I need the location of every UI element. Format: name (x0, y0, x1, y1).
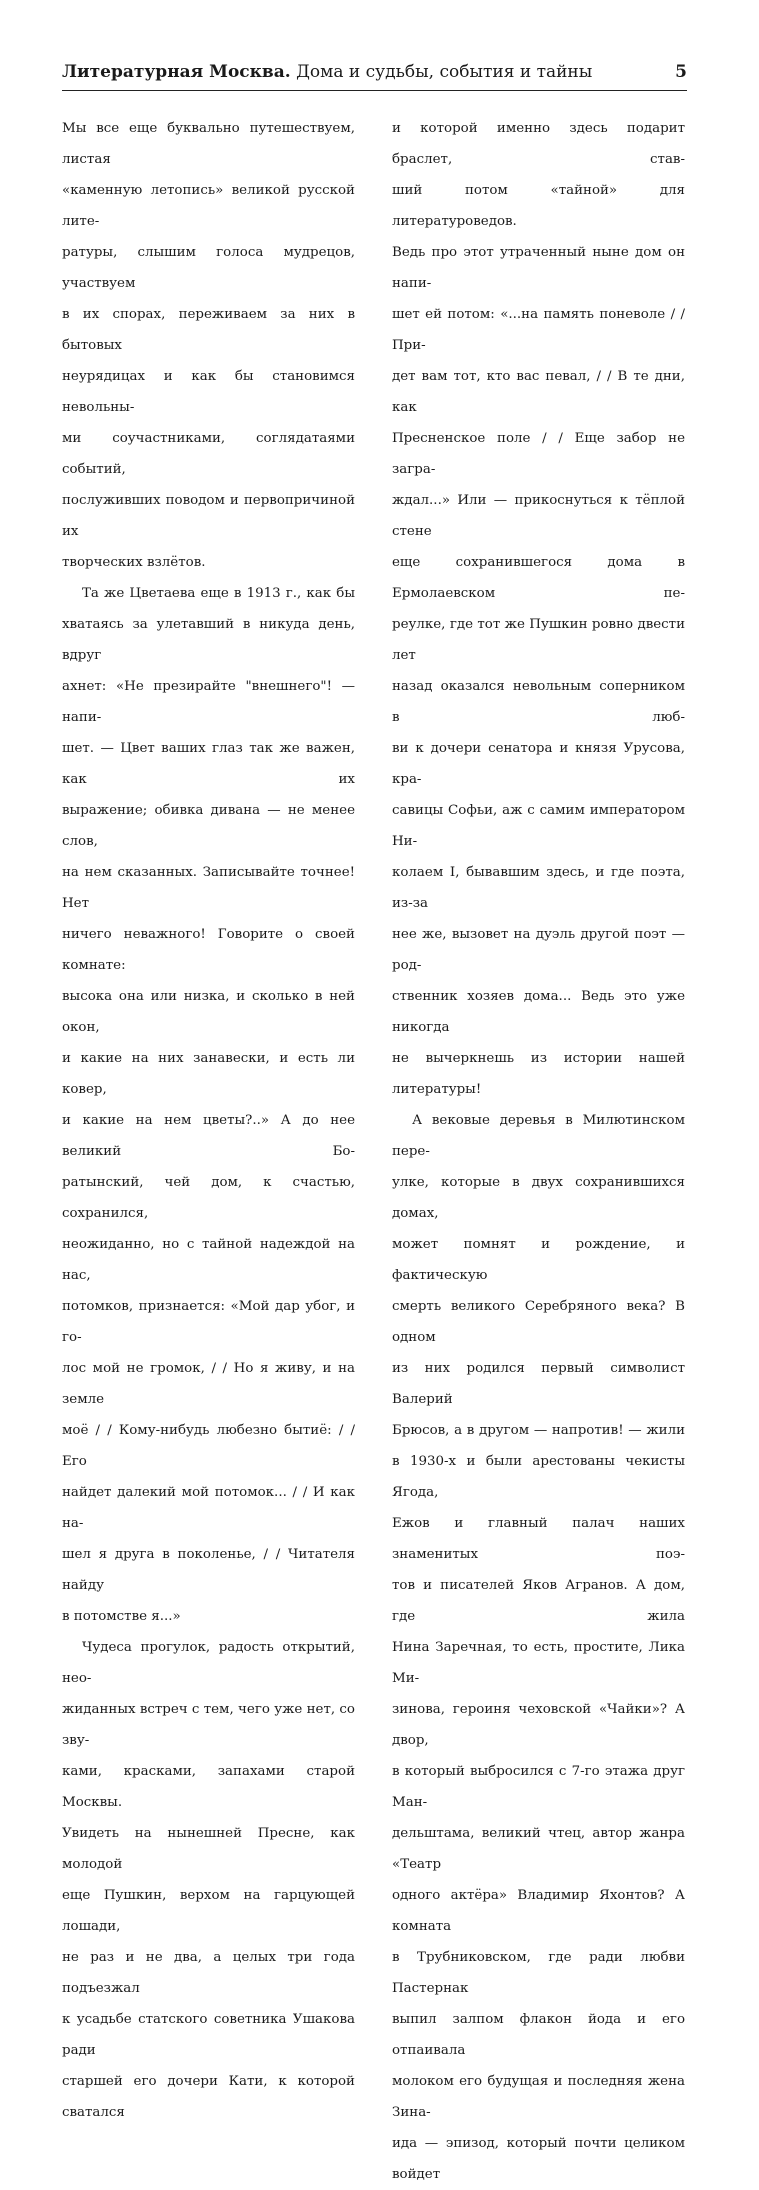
text-line: еще Пушкин, верхом на гарцующей лошади, (62, 1888, 355, 1934)
text-line: тов и писателей Яков Агранов. А дом, где жила (392, 1578, 685, 1624)
text-line: ахнет: «Не презирайте "внешнего"! — напи- (62, 679, 355, 725)
text-line: шет ей потом: «...на память поневоле / / При- (392, 307, 685, 353)
text-line: Брюсов, а в другом — напротив! — жили (392, 1423, 685, 1438)
text-line: шет. — Цвет ваших глаз так же важен, как их (62, 741, 355, 787)
text-line: ви к дочери сенатора и князя Урусова, кра- (392, 741, 685, 787)
text-line: хватаясь за улетавший в никуда день, вдруг (62, 617, 355, 663)
text-line: колаем I, бывавшим здесь, и где поэта, из-за (392, 865, 685, 911)
text-line: жиданных встреч с тем, чего уже нет, со зву- (62, 1702, 355, 1748)
text-line: не вычеркнешь из истории нашей литературы! (392, 1051, 685, 1097)
text-line: «каменную летопись» великой русской лите- (62, 183, 355, 229)
text-line: и которой именно здесь подарит браслет, став- (392, 121, 685, 167)
text-line: савицы Софьи, аж с самим императором Ни- (392, 803, 685, 849)
text-line: выражение; обивка дивана — не менее слов, (62, 803, 355, 849)
text-line: еще сохранившегося дома в Ермолаевском пе- (392, 555, 685, 601)
text-line: дельштама, великий чтец, автор жанра «Театр (392, 1826, 685, 1872)
text-line: в Трубниковском, где ради любви Пастернак (392, 1950, 685, 1996)
text-line: ками, красками, запахами старой Москвы. (62, 1764, 355, 1810)
text-line: Чудеса прогулок, радость открытий, нео- (62, 1640, 355, 1686)
text-line: ственник хозяев дома... Ведь это уже никогда (392, 989, 685, 1035)
running-title-rest: Дома и судьбы, события и тайны (290, 62, 593, 82)
text-line: улке, которые в двух сохранившихся домах, (392, 1175, 685, 1221)
text-line: одного актёра» Владимир Яхонтов? А комната (392, 1888, 685, 1934)
text-line: в потомстве я...» (62, 1609, 181, 1624)
text-line: назад оказался невольным соперником в люб- (392, 679, 685, 725)
text-line: Та же Цветаева еще в 1913 г., как бы (82, 586, 355, 601)
text-line: ждал...» Или — прикоснуться к тёплой стене (392, 493, 685, 539)
text-line: неожиданно, но с тайной надеждой на нас, (62, 1237, 355, 1283)
page-number: 5 (675, 62, 687, 82)
text-line: шел я друга в поколенье, / / Читателя найду (62, 1547, 355, 1593)
text-line: найдет далекий мой потомок... / / И как на- (62, 1485, 355, 1531)
text-line: реулке, где тот же Пушкин ровно двести лет (392, 617, 685, 663)
text-line: творческих взлётов. (62, 555, 206, 570)
text-line: неурядицах и как бы становимся невольны- (62, 369, 355, 415)
text-line: Нина Заречная, то есть, простите, Лика Ми- (392, 1640, 685, 1686)
text-line: ратуры, слышим голоса мудрецов, участвуем (62, 245, 355, 291)
text-line: смерть великого Серебряного века? В одном (392, 1299, 685, 1345)
text-line: дет вам тот, кто вас певал, / / В те дни, как (392, 369, 685, 415)
text-line: ми соучастниками, соглядатаями событий, (62, 431, 355, 477)
text-line: ничего неважного! Говорите о своей комнате: (62, 927, 355, 973)
text-line: моё / / Кому-нибудь любезно бытиё: / / Его (62, 1423, 355, 1469)
running-header (62, 60, 687, 91)
text-line: может помнят и рождение, и фактическую (392, 1237, 685, 1283)
text-line: зинова, героиня чеховской «Чайки»? А двор, (392, 1702, 685, 1748)
text-line: Увидеть на нынешней Пресне, как молодой (62, 1826, 355, 1872)
text-line: нее же, вызовет на дуэль другой поэт — род- (392, 927, 685, 973)
text-line: Мы все еще буквально путешествуем, листая (62, 121, 355, 167)
text-line: старшей его дочери Кати, к которой сватался (62, 2074, 355, 2120)
text-line: и какие на нем цветы?..» А до нее великий Бо- (62, 1113, 355, 1159)
text-line: Ведь про этот утраченный ныне дом он напи- (392, 245, 685, 291)
running-title (62, 62, 592, 82)
text-line: в 1930-х и были арестованы чекисты Ягода, (392, 1454, 685, 1500)
text-line: ида — эпизод, который почти целиком войдет (392, 2136, 685, 2182)
text-line: не раз и не два, а целых три года подъезжал (62, 1950, 355, 1996)
text-line: послуживших поводом и первопричиной их (62, 493, 355, 539)
text-line: ший потом «тайной» для литературоведов. (392, 183, 685, 229)
text-line: из них родился первый символист Валерий (392, 1361, 685, 1407)
text-line: Пресненское поле / / Еще забор не загра- (392, 431, 685, 477)
text-line: выпил залпом флакон йода и его отпаивала (392, 2012, 685, 2058)
text-line: к усадьбе статского советника Ушакова ради (62, 2012, 355, 2058)
left-text-column (62, 113, 355, 2128)
text-line: потомков, признается: «Мой дар убог, и го- (62, 1299, 355, 1345)
text-line: молоком его будущая и последняя жена Зина- (392, 2074, 685, 2120)
text-line: и какие на них занавески, и есть ли ковер, (62, 1051, 355, 1097)
text-line: на нем сказанных. Записывайте точнее! Нет (62, 865, 355, 911)
text-line: Ежов и главный палач наших знаменитых поэ- (392, 1516, 685, 1562)
text-line: высока она или низка, и сколько в ней окон, (62, 989, 355, 1035)
text-line: в который выбросился с 7-го этажа друг Ман- (392, 1764, 685, 1810)
running-title-bold: Литературная Москва. (62, 62, 291, 82)
text-line: А вековые деревья в Милютинском пере- (392, 1113, 685, 1159)
text-line: в их спорах, переживаем за них в бытовых (62, 307, 355, 353)
text-line: ратынский, чей дом, к счастью, сохранился, (62, 1175, 355, 1221)
text-line: лос мой не громок, / / Но я живу, и на земле (62, 1361, 355, 1407)
right-text-column (392, 113, 685, 2190)
